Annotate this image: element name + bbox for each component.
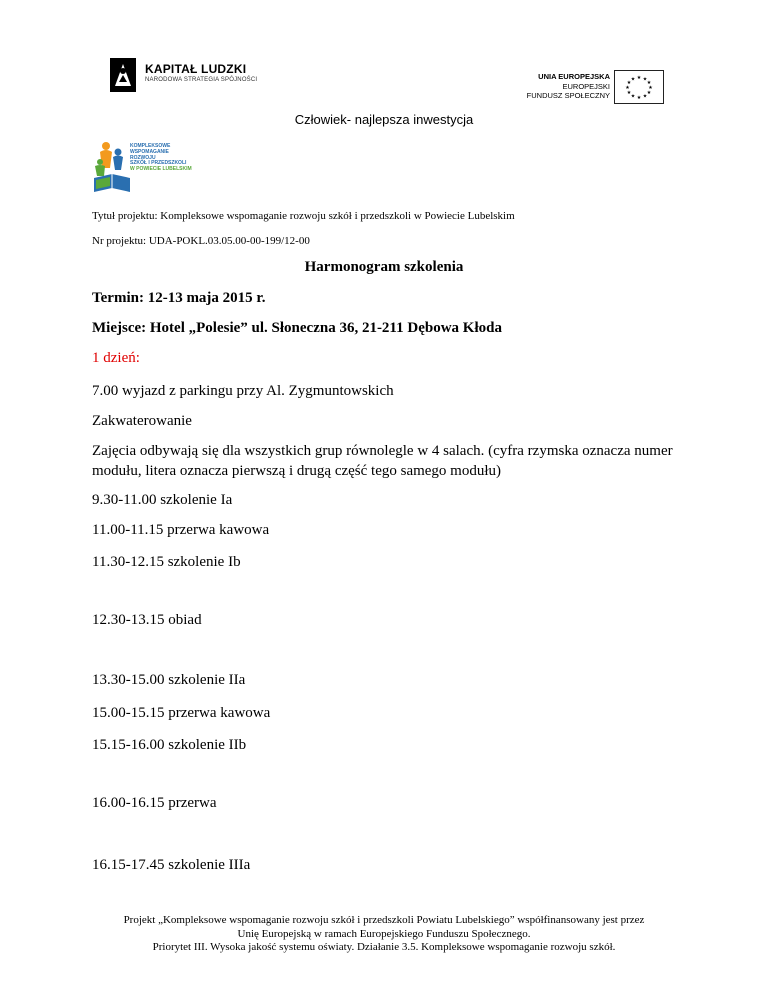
document-heading: Harmonogram szkolenia — [304, 259, 464, 275]
schedule-item: 16.00-16.15 przerwa — [92, 795, 217, 811]
motto: Człowiek- najlepsza inwestycja — [294, 112, 474, 127]
eu-flag-icon — [614, 70, 664, 104]
project-logo-line: KOMPLEKSOWE — [130, 143, 171, 149]
schedule-item: Zakwaterowanie — [92, 413, 192, 429]
kapital-ludzki-logo — [110, 58, 258, 94]
schedule-item: 9.30-11.00 szkolenie Ia — [92, 492, 233, 508]
schedule-item: 15.15-16.00 szkolenie IIb — [92, 737, 247, 753]
termin-line: Termin: 12-13 maja 2015 r. — [92, 290, 266, 306]
schedule-item: 7.00 wyjazd z parkingu przy Al. Zygmuntowskich — [92, 383, 394, 399]
footer-line: Projekt „Kompleksowe wspomaganie rozwoju szkół i przedszkoli Powiatu Lubelskiego” współfinansowany jest przez — [123, 914, 645, 926]
svg-text:★: ★ — [625, 85, 630, 91]
project-logo-line: W POWIECIE LUBELSKIM — [130, 166, 192, 173]
svg-text:★: ★ — [626, 90, 632, 96]
footer-line: Unię Europejską w ramach Europejskiego Funduszu Społecznego. — [237, 927, 531, 940]
schedule-item: 15.00-15.15 przerwa kawowa — [92, 705, 271, 721]
day-1-label: 1 dzień: — [92, 350, 140, 366]
svg-text:★: ★ — [648, 85, 653, 91]
svg-text:★: ★ — [636, 95, 642, 101]
svg-text:★: ★ — [646, 80, 652, 86]
svg-text:★: ★ — [626, 80, 632, 86]
svg-text:★: ★ — [630, 93, 636, 100]
svg-text:★: ★ — [646, 90, 652, 96]
project-logo — [92, 138, 202, 196]
project-logo-figures-icon — [92, 138, 132, 196]
kapital-ludzki-subtitle: NARODOWA STRATEGIA SPÓJNOŚCI — [145, 77, 258, 83]
svg-text:★: ★ — [642, 93, 648, 100]
footer-line: Priorytet III. Wysoka jakość systemu oświaty. Działanie 3.5. Kompleksowe wspomaganie rozwoju szkół. — [152, 941, 616, 953]
schedule-item: 16.15-17.45 szkolenie IIIa — [92, 857, 251, 873]
schedule-item: 11.00-11.15 przerwa kawowa — [92, 522, 270, 538]
footer — [0, 914, 768, 955]
eu-line-1: UNIA EUROPEJSKA — [538, 72, 610, 81]
schedule-item: Zajęcia odbywają się dla wszystkich grup równolegle w 4 salach. (cyfra rzymska oznacza numer modułu, litera oznacza pierwszą i drugą część tego samego modułu) — [92, 443, 673, 479]
schedule-item: 13.30-15.00 szkolenie IIa — [92, 672, 246, 688]
eu-line-2: EUROPEJSKI — [562, 81, 610, 91]
project-logo-text — [130, 144, 192, 173]
project-logo-line: WSPOMAGANIE — [130, 148, 169, 155]
project-number-line: Nr projektu: UDA-POKL.03.05.00-00-199/12-00 — [92, 235, 310, 247]
project-title-line: Tytuł projektu: Kompleksowe wspomaganie rozwoju szkół i przedszkoli w Powiecie Lubelskim — [92, 210, 515, 222]
project-logo-line: ROZWOJU — [130, 154, 156, 161]
eu-line-3: FUNDUSZ SPOŁECZNY — [526, 91, 610, 101]
project-logo-line: SZKÓŁ I PRZEDSZKOLI — [130, 160, 187, 167]
svg-text:★: ★ — [630, 76, 636, 83]
schedule-item: 11.30-12.15 szkolenie Ib — [92, 554, 241, 570]
svg-text:★: ★ — [642, 76, 648, 83]
eu-logo — [526, 70, 666, 110]
schedule-item: 12.30-13.15 obiad — [92, 612, 202, 628]
kapital-ludzki-mark-icon — [110, 58, 136, 92]
eu-text — [527, 72, 610, 101]
miejsce-line: Miejsce: Hotel „Polesie” ul. Słoneczna 36, 21-211 Dębowa Kłoda — [92, 320, 502, 336]
kapital-ludzki-title: KAPITAŁ LUDZKI — [145, 62, 247, 76]
svg-text:★: ★ — [636, 75, 642, 81]
